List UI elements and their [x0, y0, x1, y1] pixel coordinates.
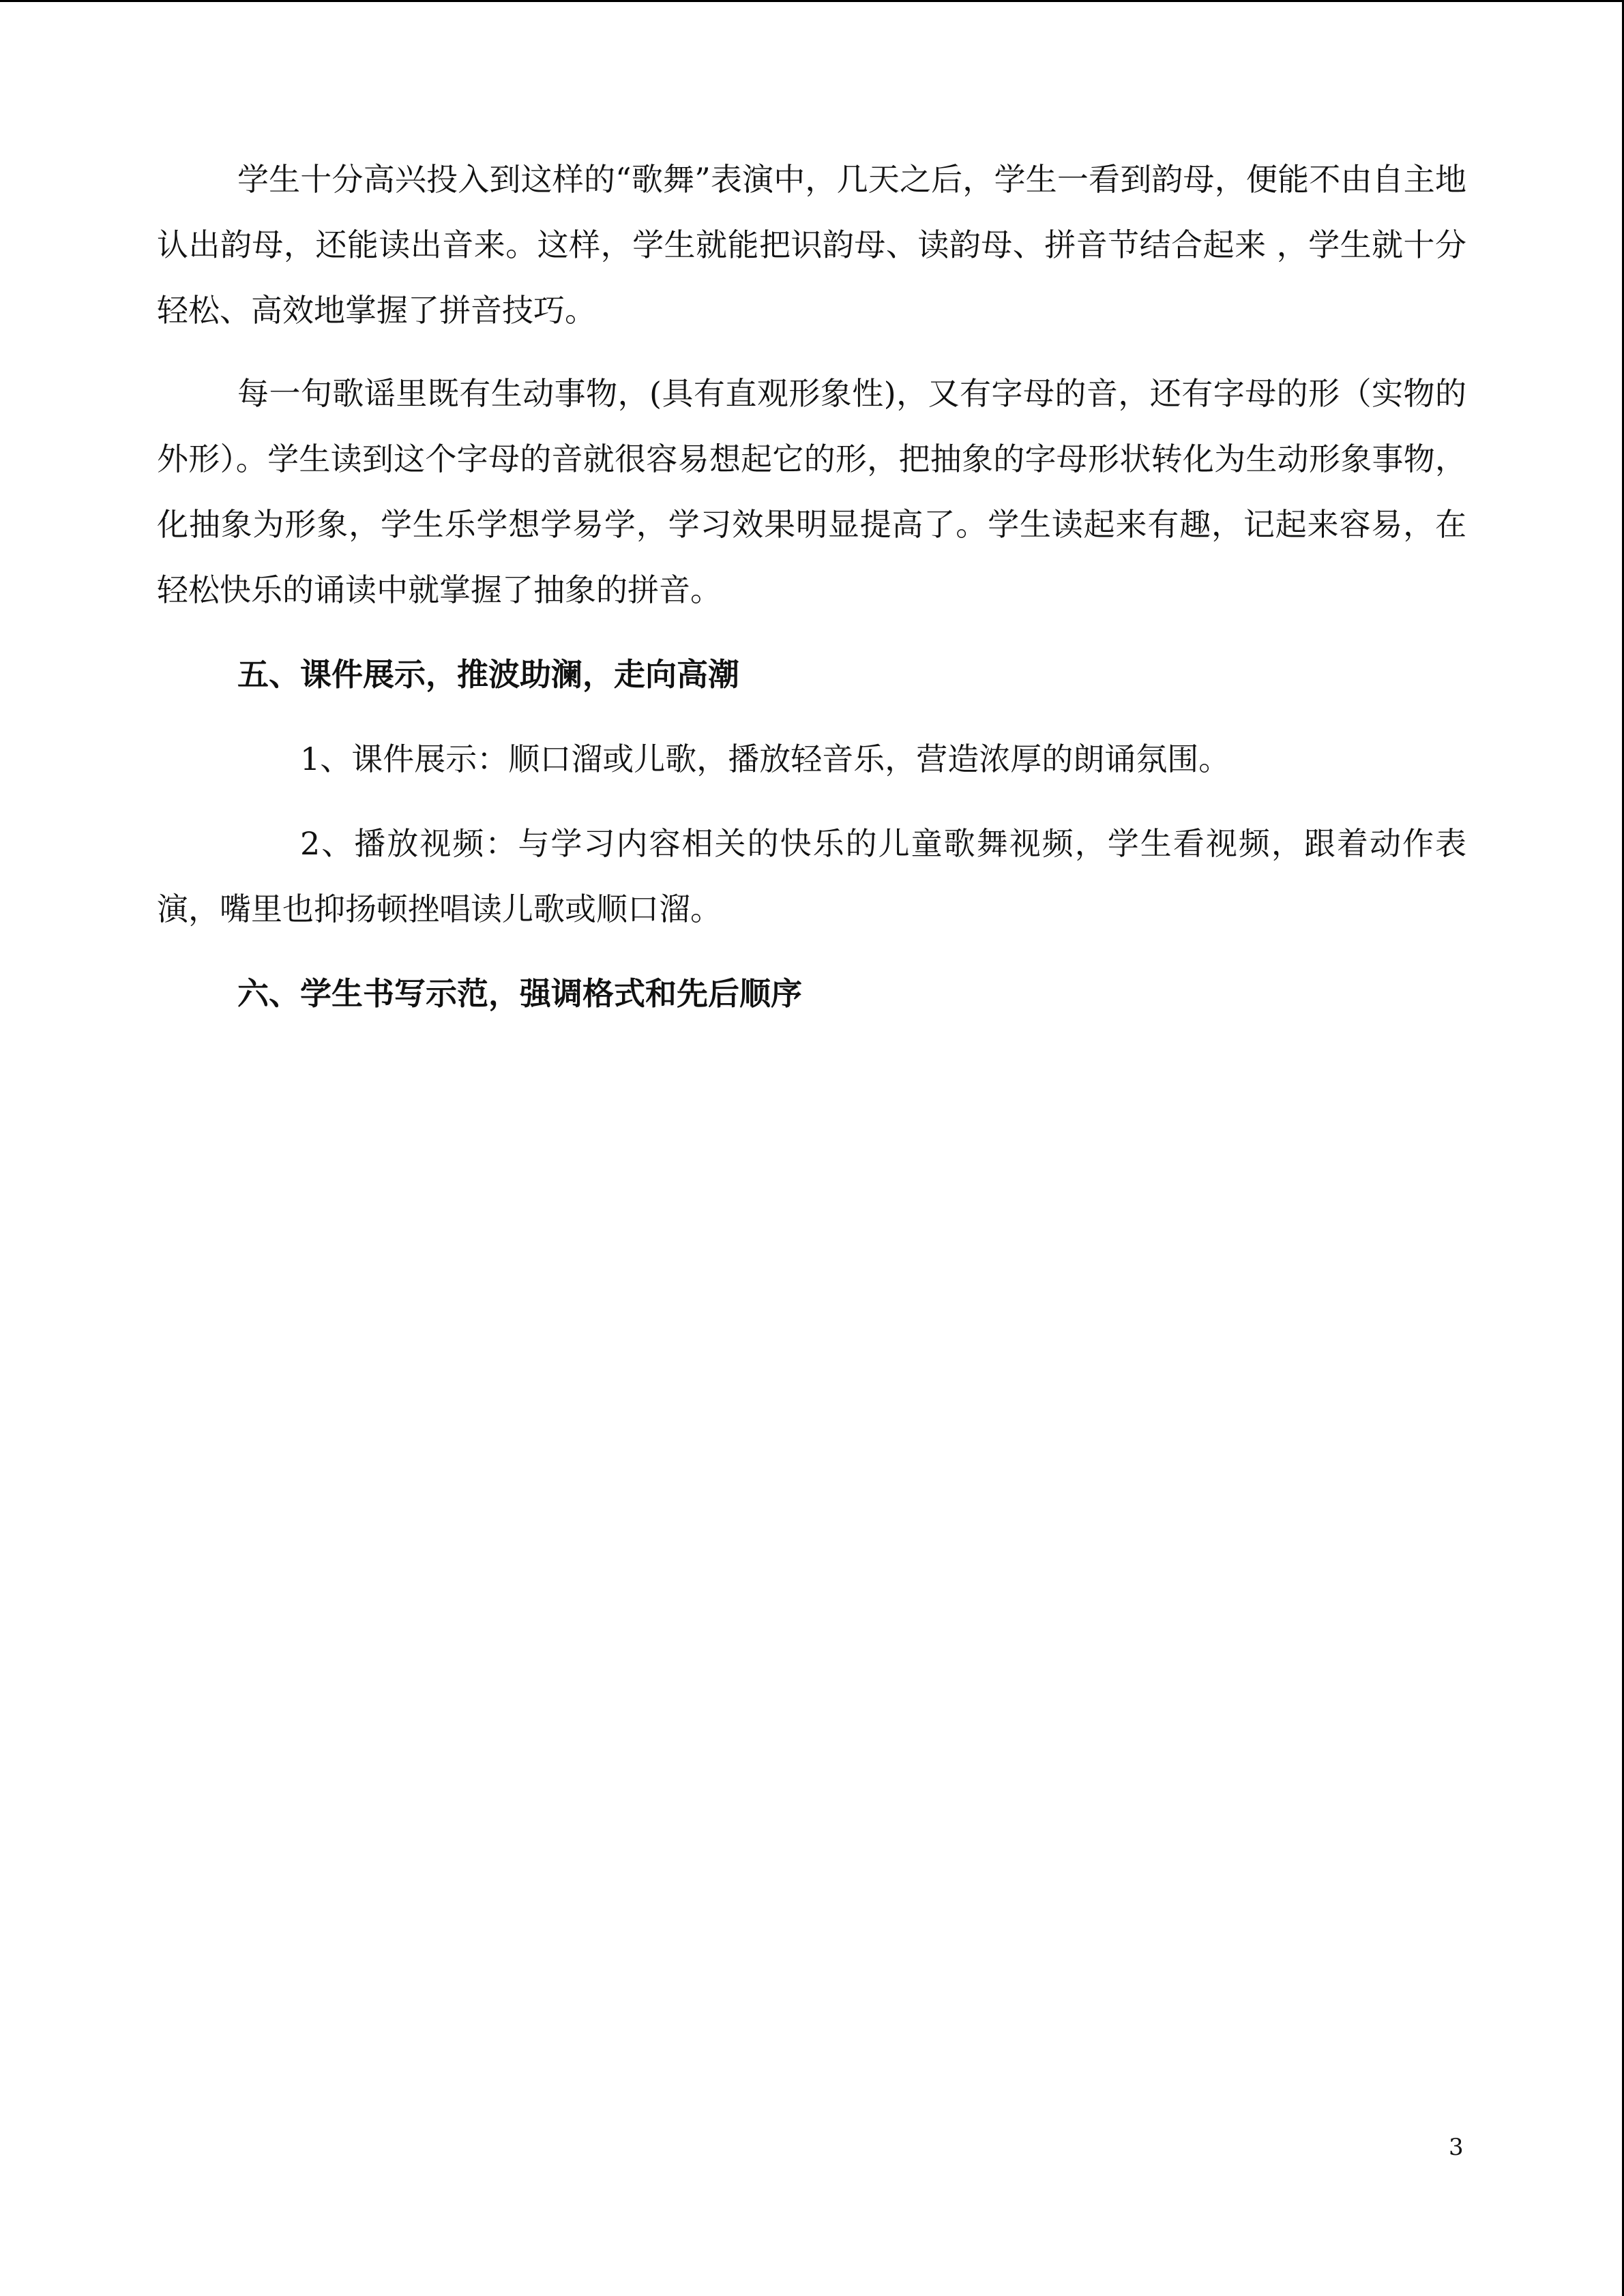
- paragraph-rhymes: 每一句歌谣里既有生动事物，(具有直观形象性)，又有字母的音，还有字母的形（实物的外形）。学生读到这个字母的音就很容易想起它的形，把抽象的字母形状转化为生动形象事物，化抽象为形象，学生乐学想学易学，学习效果明显提高了。学生读起来有趣，记起来容易，在轻松快乐的诵读中就掌握了抽象的拼音。: [157, 375, 1466, 608]
- document-body: [157, 147, 1466, 1026]
- section-heading-courseware: 五、课件展示，推波助澜，走向高潮: [237, 656, 739, 693]
- list-item-courseware-display: 1、课件展示：顺口溜或儿歌，播放轻音乐，营造浓厚的朗诵氛围。: [300, 741, 1230, 777]
- paragraph-singing-dancing: 学生十分高兴投入到这样的“歌舞”表演中，几天之后，学生一看到韵母，便能不由自主地认出韵母，还能读出音来。这样，学生就能把识韵母、读韵母、拼音节结合起来 ，学生就十分轻松、高效地掌握了拼音技巧。: [157, 161, 1466, 329]
- list-item-play-video: 2、播放视频：与学习内容相关的快乐的儿童歌舞视频，学生看视频，跟着动作表演，嘴里也抑扬顿挫唱读儿歌或顺口溜。: [157, 825, 1466, 927]
- page-number: 3: [1449, 2134, 1464, 2161]
- section-heading-writing-demo: 六、学生书写示范，强调格式和先后顺序: [237, 975, 802, 1012]
